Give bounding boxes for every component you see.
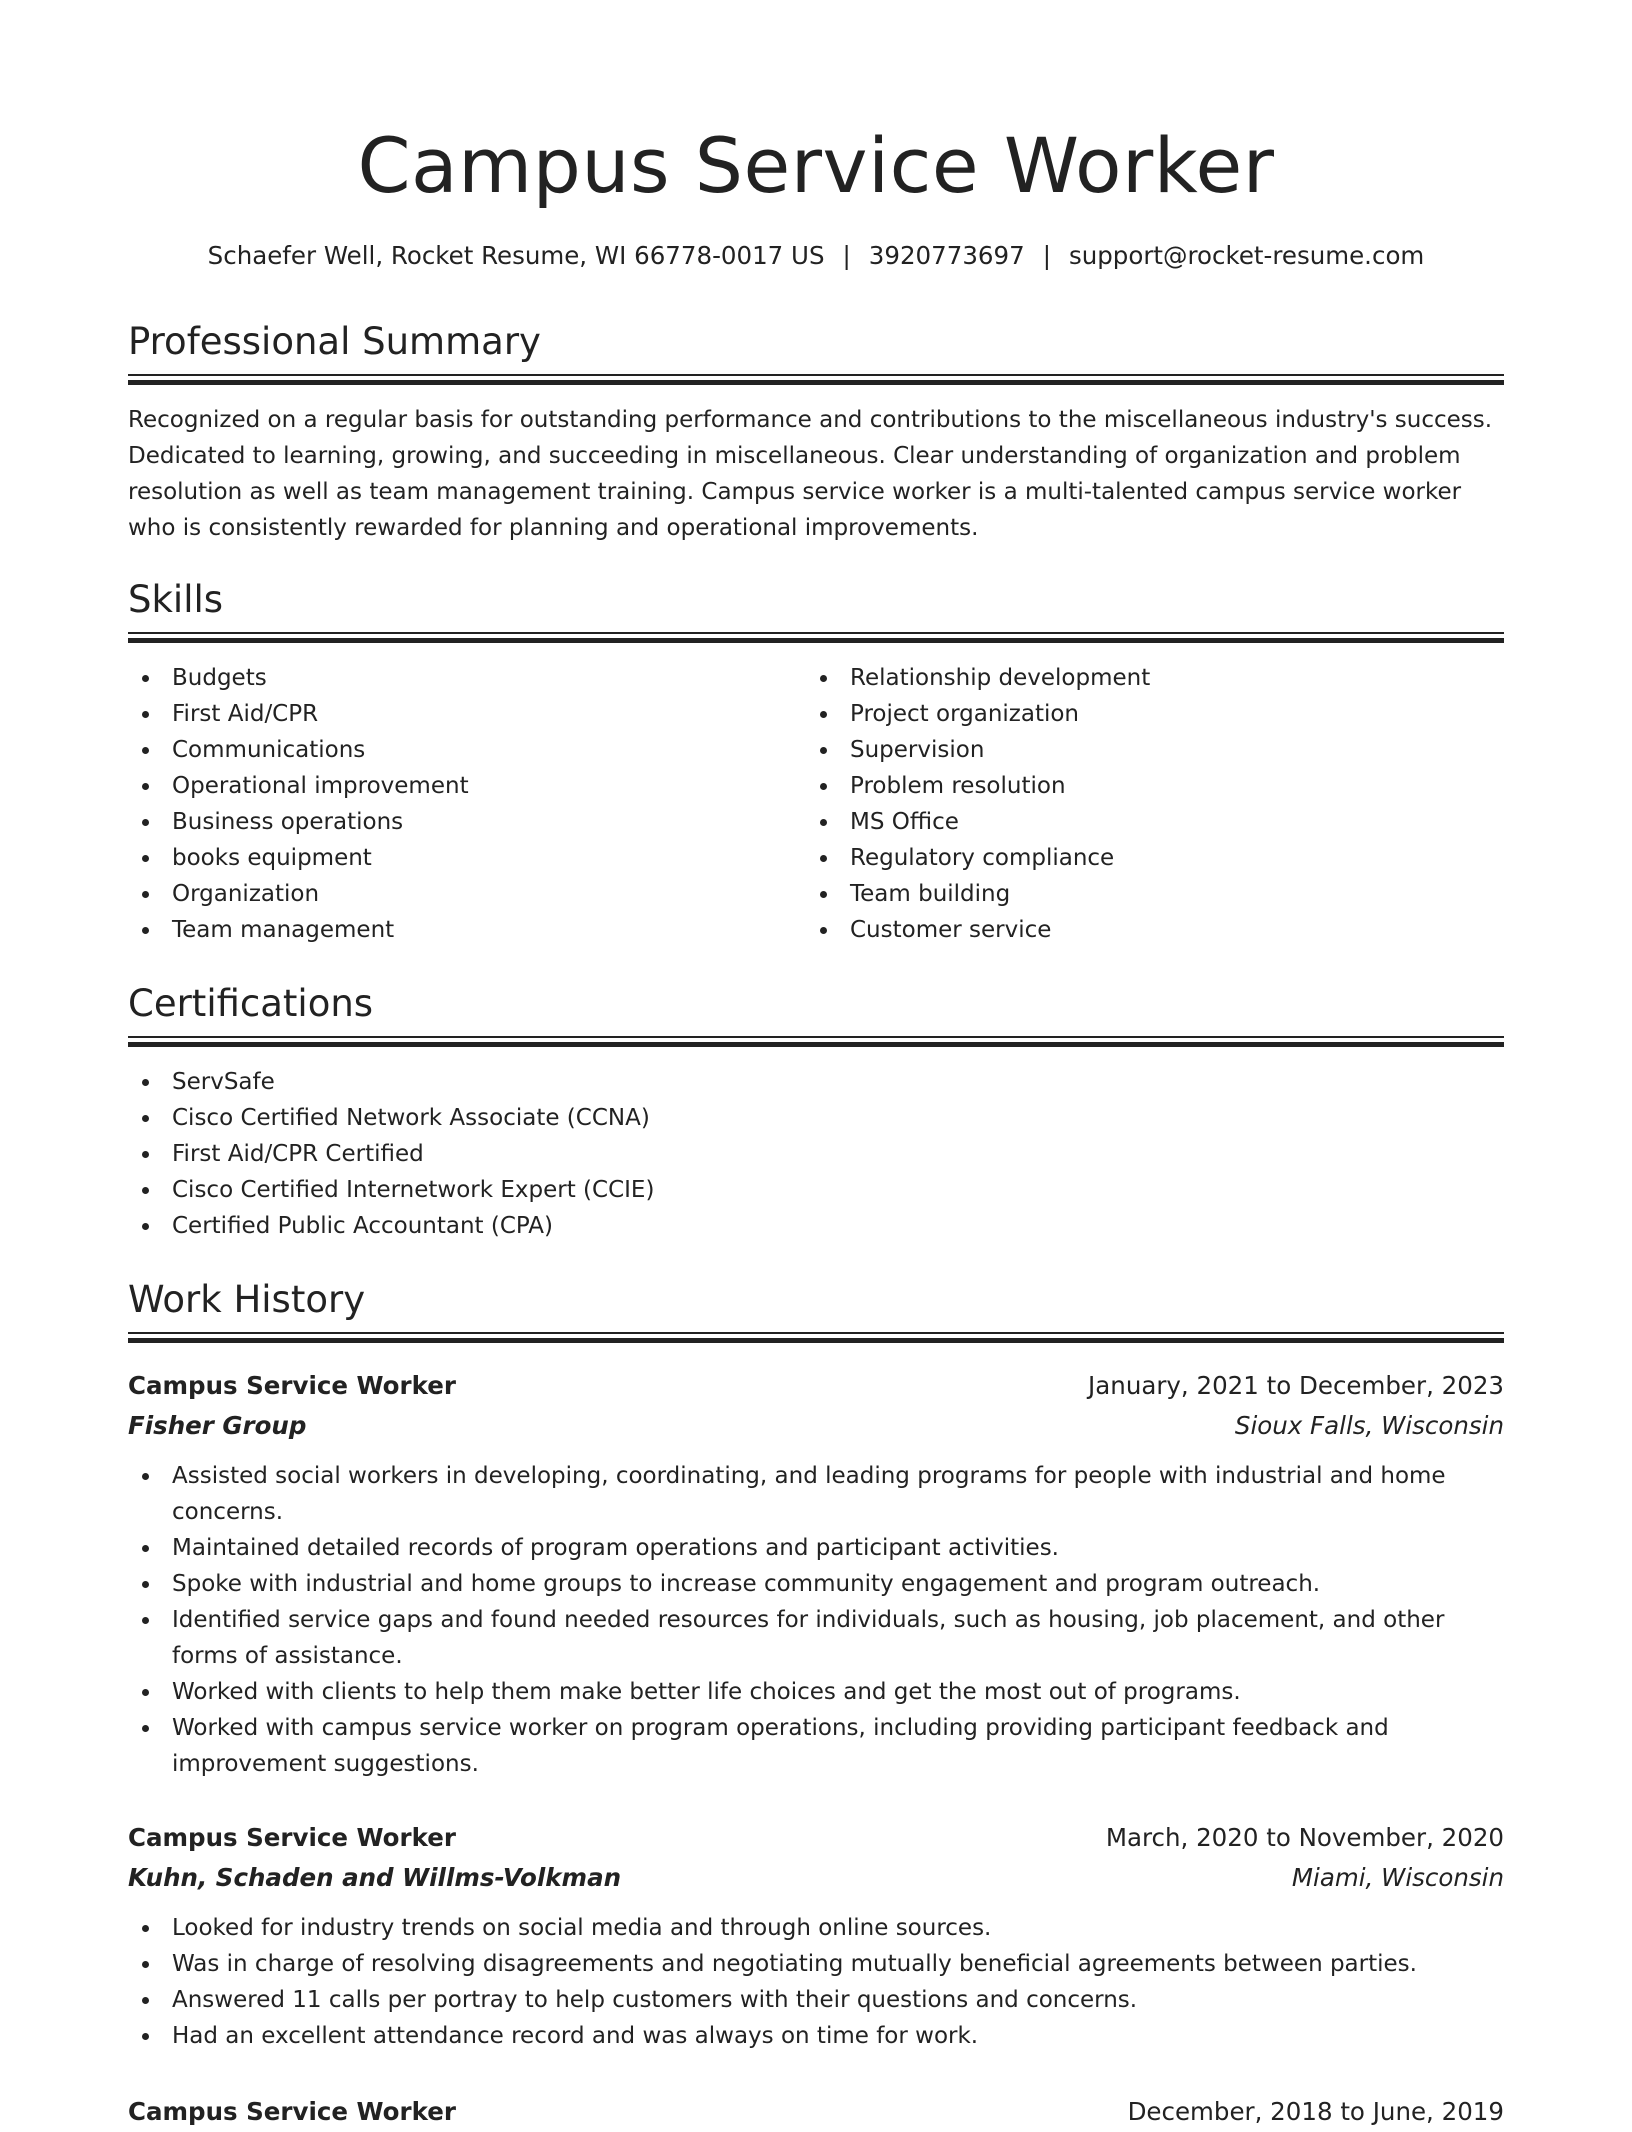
skill-item: First Aid/CPR (128, 696, 806, 732)
job-title: Campus Service Worker (128, 1371, 456, 1400)
skills-columns (128, 660, 1504, 948)
job-duty-item: Was in charge of resolving disagreements and negotiating mutually beneficial agreements between parties. (128, 1946, 1504, 1982)
skill-item: Budgets (128, 660, 806, 696)
certification-item: First Aid/CPR Certified (128, 1136, 1504, 1172)
resume-name: Campus Service Worker (357, 121, 1275, 210)
work-history-section (128, 1276, 1504, 1344)
contact-line (128, 236, 1504, 276)
contact-separator: | (842, 241, 851, 270)
certification-item: Cisco Certified Network Associate (CCNA) (128, 1100, 1504, 1136)
section-divider (128, 374, 1504, 386)
skill-item: Organization (128, 876, 806, 912)
skills-heading: Skills (128, 578, 224, 621)
job-duties-list (128, 1458, 1504, 1782)
skill-item: Problem resolution (806, 768, 1484, 804)
skill-item: Team building (806, 876, 1484, 912)
skills-list-right (806, 660, 1484, 948)
section-divider (128, 632, 1504, 644)
job-company-row (128, 1858, 1504, 1898)
job-duty-item: Identified service gaps and found needed resources for individuals, such as housing, job placement, and other forms of assistance. (128, 1602, 1504, 1674)
skill-item: Customer service (806, 912, 1484, 948)
skill-item: Team management (128, 912, 806, 948)
job-dates: December, 2018 to June, 2019 (1127, 2097, 1504, 2126)
section-divider (128, 1036, 1504, 1048)
skill-item: Supervision (806, 732, 1484, 768)
summary-section (128, 318, 1504, 546)
job-company: Fisher Group (128, 1411, 307, 1440)
contact-phone: 3920773697 (868, 241, 1025, 270)
job-location: Miami, Wisconsin (1291, 1863, 1504, 1892)
job-duties-list (128, 1910, 1504, 2054)
contact-separator: | (1042, 241, 1051, 270)
job-duty-item: Answered 11 calls per portray to help customers with their questions and concerns. (128, 1982, 1504, 2018)
section-divider (128, 1332, 1504, 1344)
job-location: Sioux Falls, Wisconsin (1234, 1411, 1504, 1440)
certifications-list (128, 1064, 1504, 1244)
work-history-heading: Work History (128, 1278, 366, 1321)
job-entry (128, 1366, 1504, 1782)
job-duty-item: Worked with clients to help them make better life choices and get the most out of programs. (128, 1674, 1504, 1710)
summary-text: Recognized on a regular basis for outstanding performance and contributions to the miscellaneous industry's success. Dedicated to learning, growing, and succeeding in miscellaneous. Clear understanding of organization and problem resolution as well as team management training. Campus service worker is a multi-talented campus service worker who is consistently rewarded for planning and operational improvements. (128, 407, 1493, 541)
job-company-row (128, 1406, 1504, 1446)
summary-heading: Professional Summary (128, 320, 541, 363)
skill-item: Communications (128, 732, 806, 768)
skills-list-left (128, 660, 806, 948)
job-entry (128, 2092, 1504, 2132)
certification-item: Cisco Certified Internetwork Expert (CCIE) (128, 1172, 1504, 1208)
skill-item: Regulatory compliance (806, 840, 1484, 876)
certification-item: Certified Public Accountant (CPA) (128, 1208, 1504, 1244)
job-title: Campus Service Worker (128, 1823, 456, 1852)
job-duty-item: Had an excellent attendance record and was always on time for work. (128, 2018, 1504, 2054)
skills-section (128, 576, 1504, 948)
job-header-row (128, 1818, 1504, 1858)
skill-item: Project organization (806, 696, 1484, 732)
job-company: Kuhn, Schaden and Willms-Volkman (128, 1863, 622, 1892)
contact-email[interactable]: support@rocket-resume.com (1068, 241, 1425, 270)
certifications-section (128, 980, 1504, 1244)
skill-item: Relationship development (806, 660, 1484, 696)
job-duty-item: Maintained detailed records of program operations and participant activities. (128, 1530, 1504, 1566)
skill-item: Business operations (128, 804, 806, 840)
job-duty-item: Looked for industry trends on social media and through online sources. (128, 1910, 1504, 1946)
skill-item: books equipment (128, 840, 806, 876)
certifications-heading: Certifications (128, 982, 374, 1025)
job-header-row (128, 2092, 1504, 2132)
job-dates: March, 2020 to November, 2020 (1105, 1823, 1504, 1852)
job-dates: January, 2021 to December, 2023 (1088, 1371, 1504, 1400)
contact-address: Schaefer Well, Rocket Resume, WI 66778-0017 US (207, 241, 825, 270)
skill-item: Operational improvement (128, 768, 806, 804)
job-entry (128, 1818, 1504, 2054)
skill-item: MS Office (806, 804, 1484, 840)
job-duty-item: Spoke with industrial and home groups to increase community engagement and program outreach. (128, 1566, 1504, 1602)
job-duty-item: Assisted social workers in developing, coordinating, and leading programs for people with industrial and home concerns. (128, 1458, 1504, 1530)
certification-item: ServSafe (128, 1064, 1504, 1100)
job-title: Campus Service Worker (128, 2097, 456, 2126)
job-duty-item: Worked with campus service worker on program operations, including providing participant feedback and improvement suggestions. (128, 1710, 1504, 1782)
job-header-row (128, 1366, 1504, 1406)
